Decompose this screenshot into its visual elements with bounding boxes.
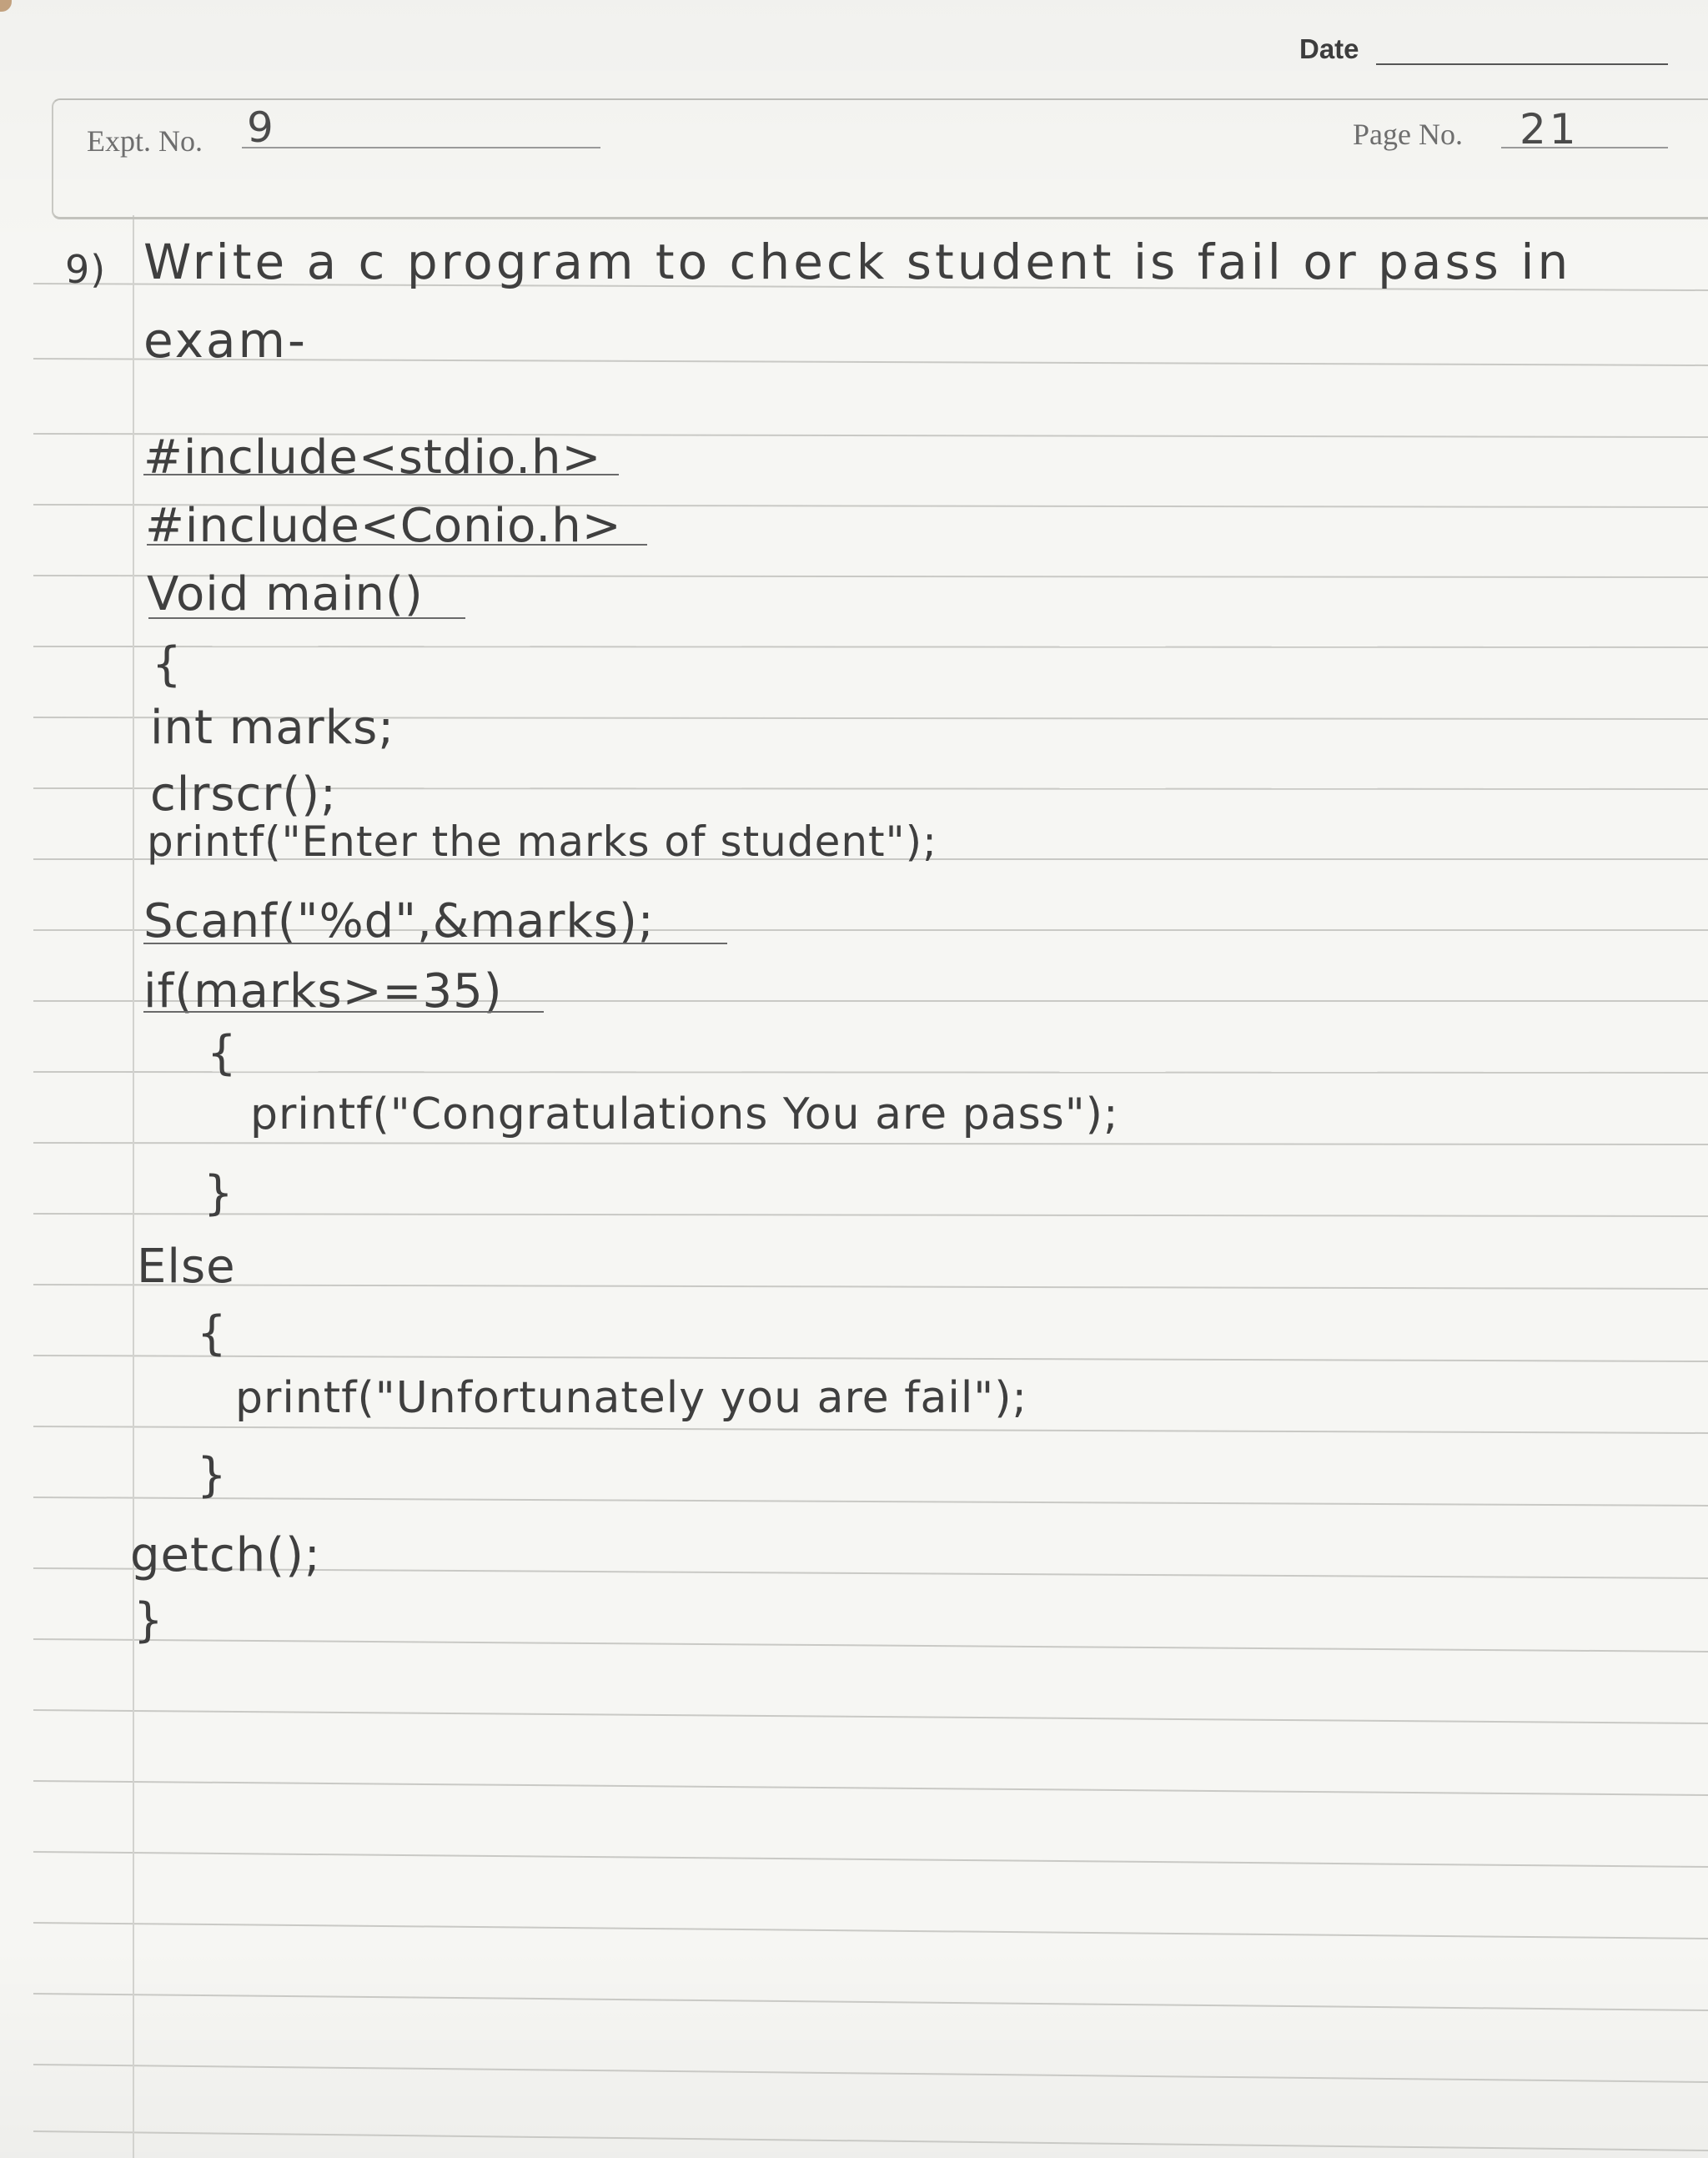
code-line-printf-fail: printf("Unfortunately you are fail"); <box>235 1373 1027 1423</box>
code-line-else-close-brace: } <box>197 1448 228 1502</box>
date-field-line <box>1376 63 1668 65</box>
ink-underline <box>147 544 647 546</box>
code-line-printf-enter: printf("Enter the marks of student"); <box>147 817 938 866</box>
code-line-if-close-brace: } <box>203 1166 234 1220</box>
question-text-line-1: Write a c program to check student is fail or pass in <box>143 234 1572 290</box>
code-line-void-main: Void main() <box>147 567 424 621</box>
code-line-close-brace: } <box>133 1593 164 1647</box>
code-line-include-stdio: #include<stdio.h> <box>143 430 602 485</box>
code-line-open-brace: { <box>152 637 183 692</box>
code-line-else-open-brace: { <box>197 1306 228 1361</box>
ink-underline <box>143 1011 544 1013</box>
ink-underline <box>143 474 619 475</box>
expt-no-value: 9 <box>247 103 274 152</box>
code-line-if-open-brace: { <box>207 1026 238 1080</box>
code-line-include-conio: #include<Conio.h> <box>145 499 622 553</box>
code-line-getch: getch(); <box>130 1528 321 1582</box>
code-line-int-marks: int marks; <box>150 701 395 755</box>
expt-no-label: Expt. No. <box>87 124 203 158</box>
page-no-label: Page No. <box>1353 118 1463 151</box>
code-line-scanf: Scanf("%d",&marks); <box>143 894 655 948</box>
page-no-value: 21 <box>1520 105 1580 153</box>
ink-underline <box>148 617 465 619</box>
expt-no-line <box>242 147 600 148</box>
question-text-line-2: exam- <box>143 312 308 369</box>
code-line-if: if(marks>=35) <box>143 964 503 1019</box>
ink-underline <box>143 943 727 944</box>
code-line-clrscr: clrscr(); <box>150 767 337 822</box>
code-line-printf-pass: printf("Congratulations You are pass"); <box>250 1089 1119 1139</box>
date-label: Date <box>1299 33 1359 64</box>
code-line-else: Else <box>137 1240 236 1294</box>
question-number: 9) <box>65 247 107 292</box>
